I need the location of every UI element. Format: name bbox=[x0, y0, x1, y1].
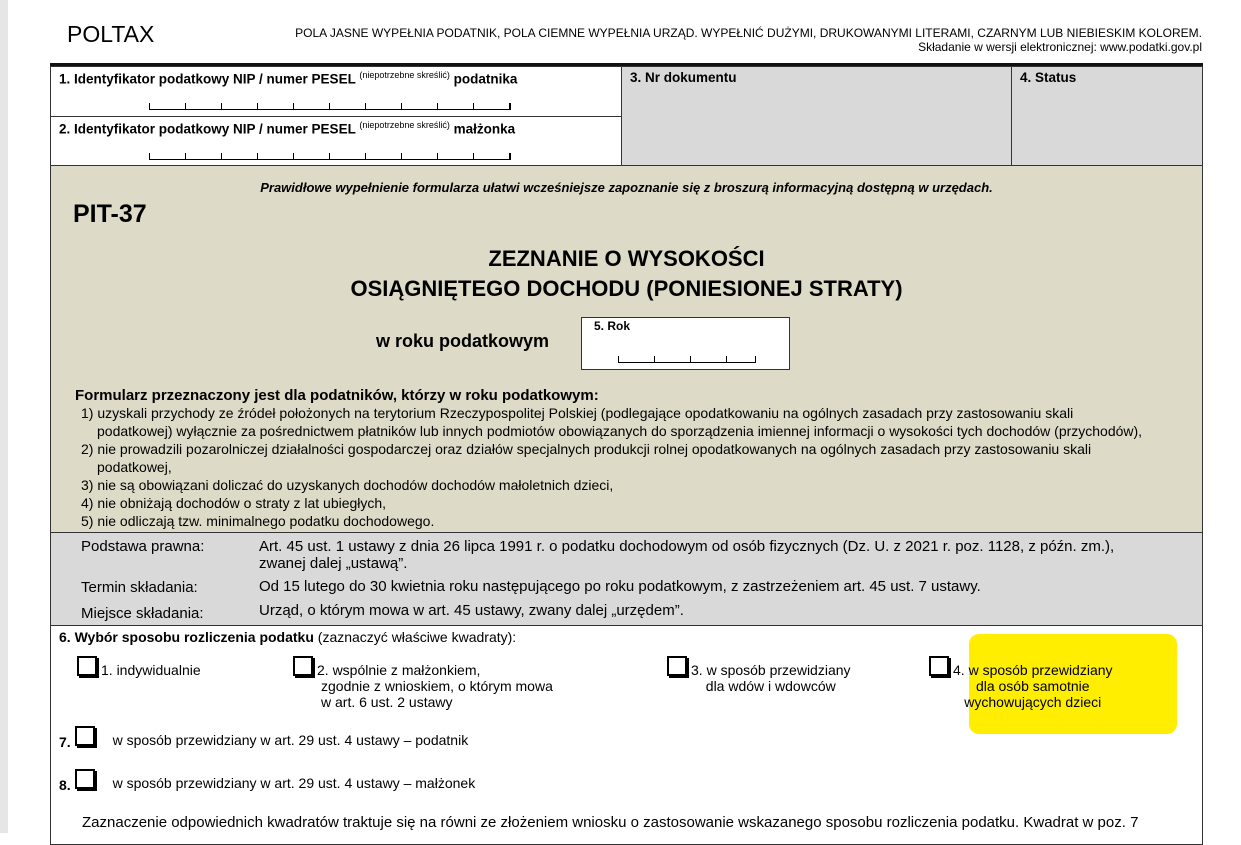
item-8-number: 8. bbox=[59, 777, 71, 793]
field-2-note: (niepotrzebne skreślić) bbox=[359, 120, 450, 130]
notice: Prawidłowe wypełnienie formularza ułatwi wcześniejsze zapoznanie się z broszurą informacyjną dostępną w urzędach. bbox=[260, 180, 993, 195]
option-label: 4. w sposób przewidziany bbox=[953, 662, 1113, 678]
condition-item: podatkowej) wyłącznie za pośrednictwem płatników lub innych podmiotów obowiązanych do sporządzenia imiennej informacji o wysokości tych dochodów (przychodów), bbox=[97, 423, 1143, 439]
condition-item: 5) nie odliczają tzw. minimalnego podatku dochodowego. bbox=[81, 513, 435, 529]
condition-item: 1) uzyskali przychody ze źródeł położonych na terytorium Rzeczypospolitej Polskiej (podlegające opodatkowaniu na ogólnych zasadach przy zastosowaniu skali bbox=[81, 405, 1074, 421]
section-6 bbox=[50, 625, 1203, 845]
legal-basis-line: Art. 45 ust. 1 ustawy z dnia 26 lipca 1991 r. o podatku dochodowym od osób fizycznych (Dz. U. z 2021 r. poz. 1128, z późn. zm.), bbox=[259, 538, 1115, 555]
checkbox[interactable] bbox=[929, 656, 949, 676]
legal-basis-label: Podstawa prawna: bbox=[81, 538, 205, 555]
checkbox[interactable] bbox=[75, 769, 95, 789]
section-6-heading: 6. Wybór sposobu rozliczenia podatku bbox=[59, 629, 314, 645]
electronic-filing-note: Składanie w wersji elektronicznej: www.podatki.gov.pl bbox=[918, 40, 1202, 54]
field-5-label: 5. Rok bbox=[594, 319, 631, 333]
header-instructions bbox=[295, 26, 1202, 54]
condition-item: podatkowej, bbox=[97, 459, 172, 475]
condition-item: 2) nie prowadzili pozarolniczej działalności gospodarczej oraz działów specjalnych produkcji rolnej opodatkowanych na ogólnych zasadach przy zastosowaniu skali bbox=[81, 441, 1092, 457]
deadline-label: Termin składania: bbox=[81, 579, 198, 596]
legal-basis-section bbox=[50, 532, 1203, 626]
fill-instructions: POLA JASNE WYPEŁNIA PODATNIK, POLA CIEMNE WYPEŁNIA URZĄD. WYPEŁNIĆ DUŻYMI, DRUKOWANYMI LITERAMI, CZARNYM LUB NIEBIESKIM KOLOREM. bbox=[295, 26, 1202, 40]
title-line-2: OSIĄGNIĘTEGO DOCHODU (PONIESIONEJ STRATY) bbox=[350, 276, 903, 301]
option-label: 3. w sposób przewidziany bbox=[691, 662, 851, 678]
option-label: dla wdów i wdowców bbox=[705, 678, 836, 694]
field-4-status bbox=[1011, 66, 1203, 166]
checkbox[interactable] bbox=[293, 656, 313, 676]
field-3-document-number bbox=[621, 66, 1012, 166]
option-label: w art. 6 ust. 2 ustawy bbox=[321, 694, 453, 710]
field-1-taxpayer-id[interactable] bbox=[50, 66, 622, 117]
option-label: dla osób samotnie bbox=[975, 678, 1090, 694]
option-3[interactable] bbox=[667, 656, 851, 694]
section-6-hint: (zaznaczyć właściwe kwadraty): bbox=[317, 629, 517, 645]
condition-item: 4) nie obniżają dochodów o straty z lat ubiegłych, bbox=[81, 495, 387, 511]
legal-basis-text bbox=[259, 538, 1114, 572]
option-label: wychowujących dzieci bbox=[964, 694, 1102, 710]
year-digit-boxes[interactable] bbox=[618, 356, 756, 363]
field-1-note: (niepotrzebne skreślić) bbox=[359, 70, 450, 80]
field-3-label: 3. Nr dokumentu bbox=[630, 70, 737, 85]
legal-basis-line: zwanej dalej „ustawą”. bbox=[259, 555, 408, 572]
item-7-label: w sposób przewidziany w art. 29 ust. 4 ustawy – podatnik bbox=[112, 732, 469, 748]
checkbox[interactable] bbox=[667, 656, 687, 676]
deadline-text: Od 15 lutego do 30 kwietnia roku następującego po roku podatkowym, z zastrzeżeniem art. 45 ust. 7 ustawy. bbox=[259, 578, 981, 595]
form-title bbox=[51, 244, 1202, 304]
item-7[interactable] bbox=[59, 726, 469, 750]
item-8-label: w sposób przewidziany w art. 29 ust. 4 ustawy – małżonek bbox=[112, 775, 476, 791]
field-1-label: 1. Identyfikator podatkowy NIP / numer PESEL bbox=[59, 71, 356, 87]
field-5-year[interactable] bbox=[581, 317, 790, 370]
id-digit-boxes[interactable] bbox=[149, 103, 511, 110]
poltax-logo: POLTAX bbox=[67, 21, 155, 47]
option-label: 1. indywidualnie bbox=[101, 662, 201, 678]
section-6-title bbox=[59, 629, 516, 645]
id-digit-boxes[interactable] bbox=[149, 153, 511, 160]
condition-item: 3) nie są obowiązani doliczać do uzyskanych dochodów dochodów małoletnich dzieci, bbox=[81, 477, 614, 493]
field-1-suffix: podatnika bbox=[453, 71, 518, 87]
checkbox[interactable] bbox=[77, 656, 97, 676]
intended-for: Formularz przeznaczony jest dla podatników, którzy w roku podatkowym: bbox=[75, 387, 599, 404]
title-line-1: ZEZNANIE O WYSOKOŚCI bbox=[488, 246, 765, 271]
option-4[interactable] bbox=[929, 656, 1113, 710]
field-2-suffix: małżonka bbox=[453, 121, 516, 137]
option-2[interactable] bbox=[293, 656, 553, 710]
option-label: zgodnie z wnioskiem, o którym mowa bbox=[321, 678, 553, 694]
form-code: PIT-37 bbox=[73, 200, 147, 228]
conditions-list bbox=[81, 404, 1142, 530]
place-label: Miejsce składania: bbox=[81, 605, 204, 622]
left-edge bbox=[0, 0, 8, 833]
option-label: 2. wspólnie z małżonkiem, bbox=[317, 662, 481, 678]
place-text: Urząd, o którym mowa w art. 45 ustawy, zwany dalej „urzędem”. bbox=[259, 602, 684, 619]
form-header-section bbox=[50, 165, 1203, 533]
field-2-spouse-id[interactable] bbox=[50, 116, 622, 166]
footer-note: Zaznaczenie odpowiednich kwadratów traktuje się na równi ze złożeniem wniosku o zastosowanie wskazanego sposobu rozliczenia podatku. Kwadrat w poz. 7 bbox=[82, 814, 1139, 831]
field-2-label: 2. Identyfikator podatkowy NIP / numer PESEL bbox=[59, 121, 356, 137]
checkbox[interactable] bbox=[75, 726, 95, 746]
year-label: w roku podatkowym bbox=[376, 331, 550, 351]
option-1[interactable] bbox=[77, 656, 201, 676]
item-7-number: 7. bbox=[59, 734, 71, 750]
item-8[interactable] bbox=[59, 769, 476, 793]
field-4-label: 4. Status bbox=[1020, 70, 1077, 85]
